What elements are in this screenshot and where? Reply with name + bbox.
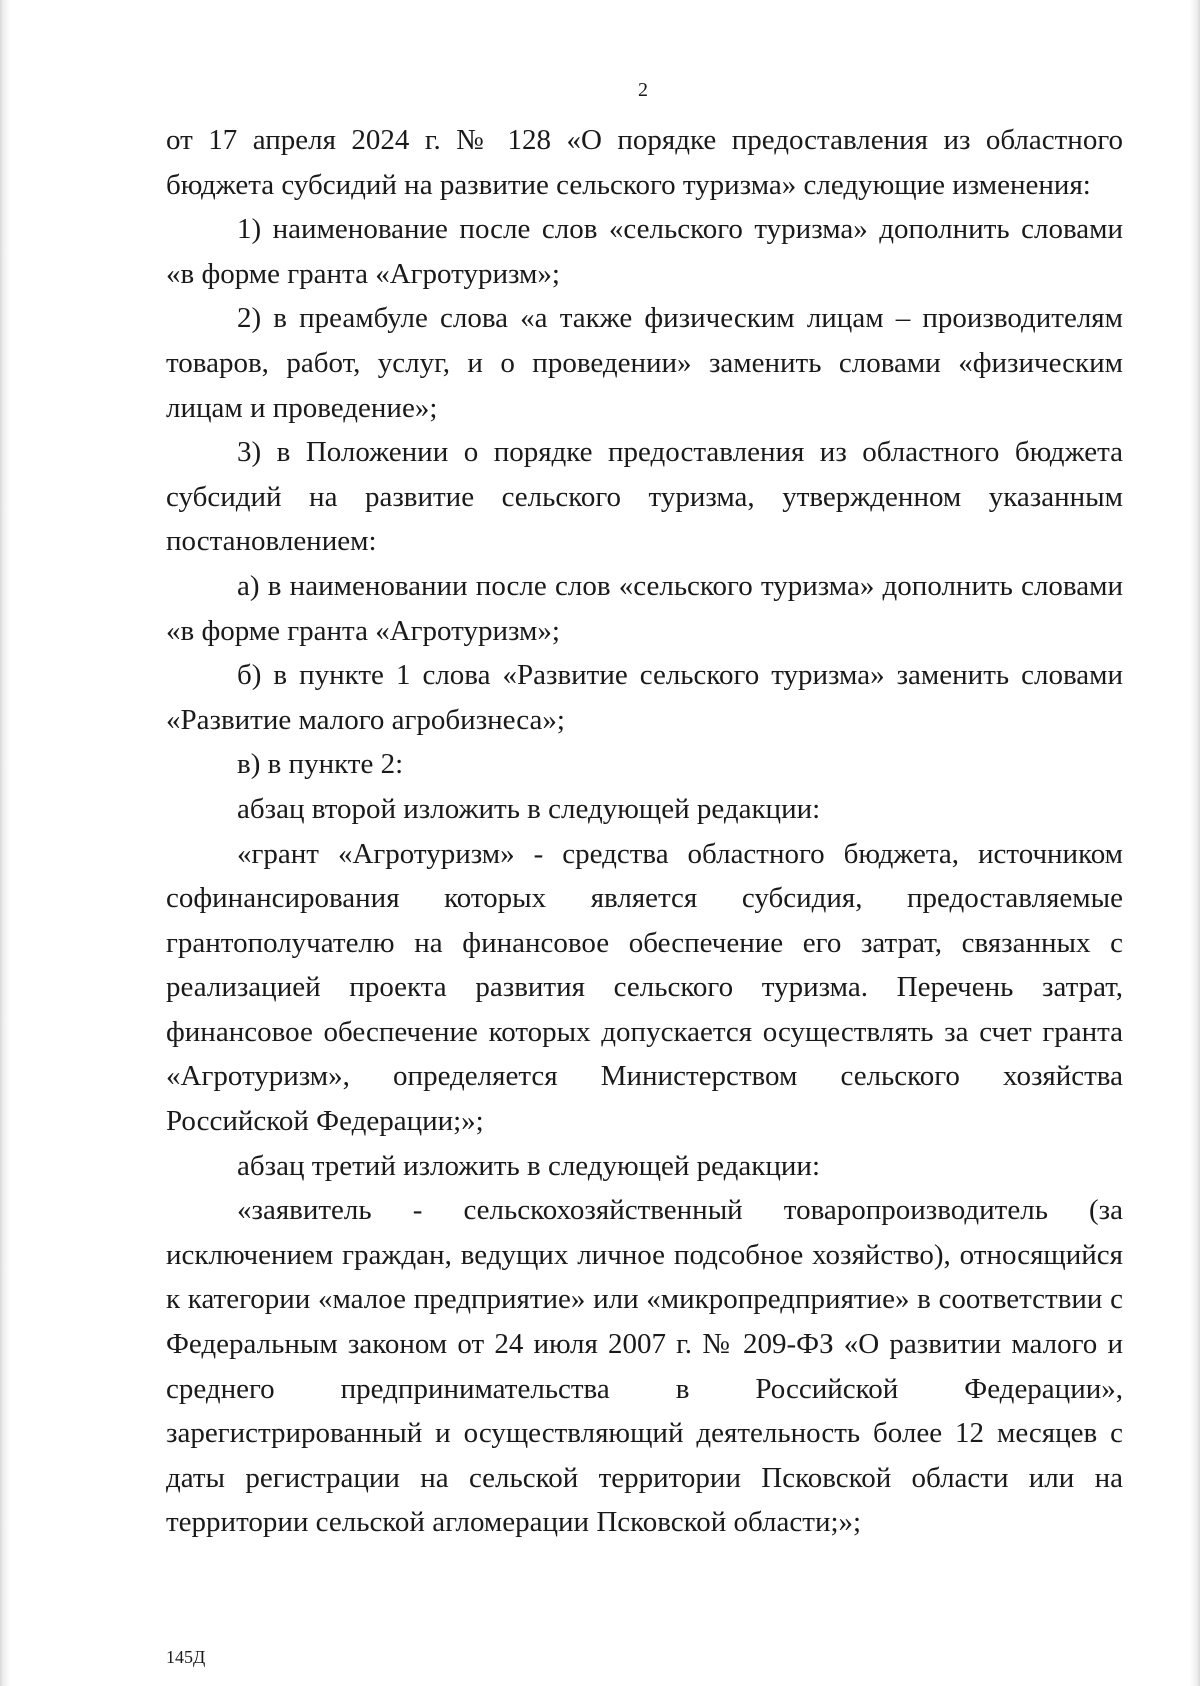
paragraph-item-3: 3) в Положении о порядке предоставления из областного бюджета субсидий на развитие сельского туризма, утвержденном указанным постановлением: [166,436,1123,558]
paragraph-grant-definition: «грант «Агротуризм» - средства областного бюджета, источником софинансирования которых является субсидия, предоставляемые грантополучателю на финансовое обеспечение его затрат, связанных с реализацией проекта развития сельского туризма. Перечень затрат, финансовое обеспечение которых допускается осуществлять за счет гранта «Агротуризм», определяется Министерством сельского хозяйства Российской Федерации;»; [166,837,1123,1138]
scan-edge-right [1190,0,1200,1686]
page-number: 2 [638,79,648,101]
paragraph-item-2: 2) в преамбуле слова «а также физическим лицам – производителям товаров, работ, услуг, и о проведении» заменить словами «физическим лицам и проведение»; [166,302,1123,424]
paragraph-continuation: от 17 апреля 2024 г. № 128 «О порядке предоставления из областного бюджета субсидий на развитие сельского туризма» следующие изменения: [166,124,1123,201]
scan-edge-left [0,0,10,1686]
paragraph-subitem-a: а) в наименовании после слов «сельского туризма» дополнить словами «в форме гранта «Агротуризм»; [166,569,1123,647]
paragraph-subitem-v: в) в пункте 2: [237,748,404,781]
paragraph-second-abzac-intro: абзац второй изложить в следующей редакции: [237,792,821,825]
paragraph-third-abzac-intro: абзац третий изложить в следующей редакции: [237,1149,821,1182]
footer-code: 145Д [166,1647,206,1667]
paragraph-item-1: 1) наименование после слов «сельского туризма» дополнить словами «в форме гранта «Агротуризм»; [166,213,1123,290]
document-body [166,118,1123,1545]
paragraph-subitem-b: б) в пункте 1 слова «Развитие сельского туризма» заменить словами «Развитие малого агробизнеса»; [166,659,1123,736]
paragraph-applicant-definition: «заявитель - сельскохозяйственный товаропроизводитель (за исключением граждан, ведущих личное подсобное хозяйство), относящийся к категории «малое предприятие» или «микропредприятие» в соответствии с Федеральным законом от 24 июля 2007 г. № 209-ФЗ «О развитии малого и среднего предпринимательства в Российской Федерации», зарегистрированный и осуществляющий деятельность более 12 месяцев с даты регистрации на сельской территории Псковской области или на территории сельской агломерации Псковской области;»; [166,1194,1123,1539]
